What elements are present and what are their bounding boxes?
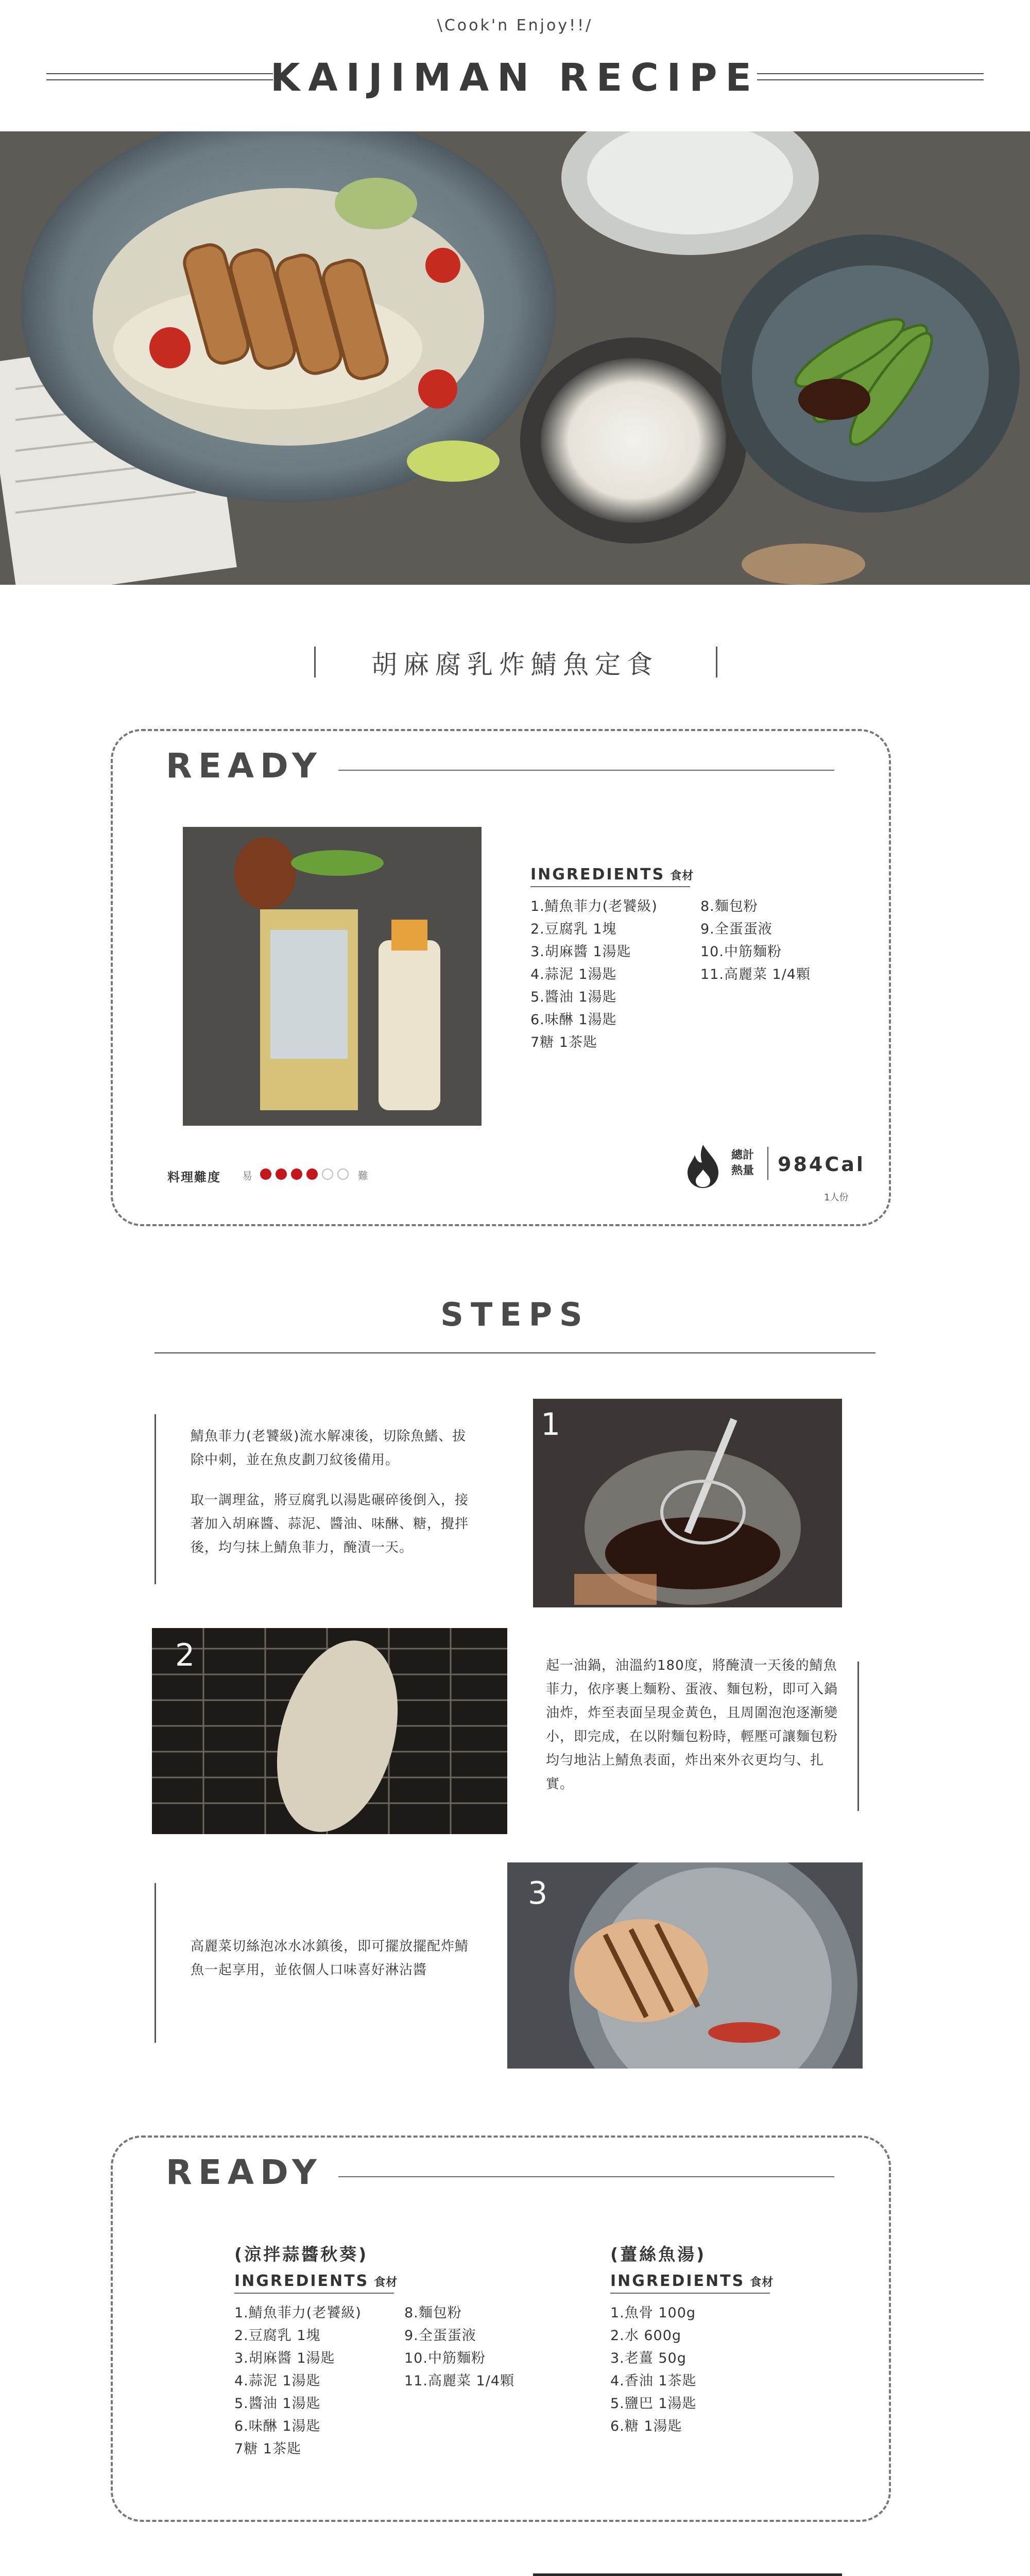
ingredient-item: 4.香油 1茶匙 — [610, 2373, 697, 2389]
difficulty-rating — [260, 1168, 358, 1182]
step-paragraph: 取一調理盆，將豆腐乳以湯匙碾碎後倒入，接著加入胡麻醬、蒜泥、醬油、味醂、糖，攪拌後，均勻抹上鯖魚菲力，醃漬一天。 — [191, 1493, 469, 1555]
ingredient-item: 2.水 600g — [610, 2328, 682, 2344]
step-number: 3 — [528, 1875, 548, 1911]
ingredient-list-1 — [530, 895, 658, 1054]
ingredient-item: 3.胡麻醬 1湯匙 — [530, 944, 631, 960]
ingredient-item: 5.鹽巴 1湯匙 — [610, 2396, 697, 2412]
difficulty-hard: 難 — [358, 1170, 368, 1182]
ingredient-item: 9.全蛋蛋液 — [700, 921, 772, 937]
ingredient-item: 11.高麗菜 1/4顆 — [700, 967, 811, 982]
side-step-1-photo — [533, 2573, 842, 2576]
ingredient-item: 8.麵包粉 — [404, 2305, 462, 2321]
difficulty-label: 料理難度 — [167, 1170, 221, 1184]
ingredient-item: 2.豆腐乳 1塊 — [530, 921, 617, 937]
calorie-value: 984Cal — [778, 1153, 865, 1176]
step-bar — [154, 1414, 156, 1584]
step-number: 1 — [541, 1406, 561, 1443]
divider — [530, 886, 690, 887]
ingredient-item: 1.魚骨 100g — [610, 2305, 696, 2321]
ingredient-item: 1.鯖魚菲力(老饕級) — [530, 899, 658, 914]
ingredient-item: 6.味醂 1湯匙 — [530, 1012, 617, 1028]
step-bar — [857, 1662, 859, 1811]
brand-title: KAIJIMAN RECIPE — [270, 56, 760, 100]
ingredient-item: 5.醬油 1湯匙 — [530, 989, 617, 1005]
ingredient-item: 11.高麗菜 1/4顆 — [404, 2373, 514, 2389]
difficulty-dot — [260, 1168, 271, 1180]
step-1-text — [191, 1425, 479, 1576]
ingredient-item: 6.糖 1湯匙 — [610, 2418, 682, 2434]
ingredient-item: 2.豆腐乳 1塊 — [234, 2328, 321, 2344]
step-paragraph: 高麗菜切絲泡冰水冰鎮後，即可擺放擺配炸鯖魚一起享用，並依個人口味喜好淋沾醬 — [191, 1939, 469, 1978]
ingredient-item: 6.味醂 1湯匙 — [234, 2418, 321, 2434]
divider — [234, 2293, 394, 2294]
steps-heading: STEPS — [440, 1296, 590, 1333]
difficulty-dot — [306, 1168, 318, 1180]
ingredient-item: 9.全蛋蛋液 — [404, 2328, 476, 2344]
difficulty-dot — [291, 1168, 302, 1180]
ingredients-heading — [234, 2272, 398, 2290]
difficulty-easy: 易 — [242, 1170, 252, 1182]
ingredients-title: INGREDIENTS — [530, 866, 665, 884]
step-paragraph: 起一油鍋，油溫約180度，將醃漬一天後的鯖魚菲力，依序裹上麵粉、蛋液、麵包粉，即可入鍋油炸，炸至表面呈現金黃色，且周圍泡泡逐漸變小，即完成，在以附麵包粉時，輕壓可讓麵包粉均勻地沾上鯖魚表面，炸出來外衣更均勻、扎實。 — [546, 1658, 838, 1792]
step-3-photo — [507, 1862, 863, 2069]
hero-photo — [0, 131, 1030, 585]
step-paragraph: 鯖魚菲力(老饕級)流水解凍後，切除魚鰭、拔除中刺，並在魚皮劃刀紋後備用。 — [191, 1429, 467, 1468]
ready-heading: READY — [166, 746, 338, 786]
ingredient-item: 4.蒜泥 1湯匙 — [530, 967, 617, 982]
step-1-photo — [533, 1399, 842, 1607]
step-bar — [154, 1883, 156, 2043]
calorie-label: 總計熱量 — [731, 1149, 754, 1177]
ingredient-item: 3.老薑 50g — [610, 2350, 686, 2366]
ingredient-item: 8.麵包粉 — [700, 899, 758, 914]
dish-title: 胡麻腐乳炸鯖魚定食 — [371, 650, 659, 680]
step-2-photo — [152, 1628, 507, 1834]
ingredient-item: 7糖 1茶匙 — [530, 1035, 597, 1050]
ingredients-heading — [530, 866, 694, 884]
ingredients-heading — [610, 2272, 774, 2290]
divider — [288, 2176, 834, 2177]
difficulty-dot — [337, 1168, 349, 1180]
serving-size: 1人份 — [824, 1192, 849, 1203]
title-bar-right — [716, 647, 717, 677]
ingredient-item: 5.醬油 1湯匙 — [234, 2396, 321, 2412]
ingredients-title: INGREDIENTS — [234, 2272, 369, 2290]
difficulty-dot — [322, 1168, 333, 1180]
ingredient-item: 7糖 1茶匙 — [234, 2441, 301, 2457]
ingredient-item: 1.鯖魚菲力(老饕級) — [234, 2305, 362, 2321]
ingredient-item: 10.中筋麵粉 — [700, 944, 782, 960]
flame-icon — [682, 1143, 724, 1189]
divider — [288, 770, 834, 771]
ingredients-sub: 食材 — [670, 870, 694, 883]
ingredient-list-soup — [610, 2302, 697, 2438]
divider — [154, 1352, 876, 1353]
ingredient-item: 3.胡麻醬 1湯匙 — [234, 2350, 335, 2366]
ingredient-list-2 — [700, 895, 811, 986]
step-number: 2 — [175, 1637, 195, 1673]
ingredients-sub: 食材 — [750, 2276, 774, 2289]
soup-title: (薑絲魚湯) — [610, 2244, 707, 2264]
ingredients-photo — [183, 827, 482, 1126]
step-3-text — [191, 1935, 479, 1998]
divider — [767, 1147, 768, 1180]
ready-heading: READY — [166, 2153, 338, 2192]
ingredient-list-1 — [234, 2302, 362, 2461]
tagline: \Cook'n Enjoy!!/ — [437, 16, 593, 35]
ingredient-item: 4.蒜泥 1湯匙 — [234, 2373, 321, 2389]
difficulty-dot — [276, 1168, 287, 1180]
divider — [610, 2293, 770, 2294]
ingredients-sub: 食材 — [374, 2276, 398, 2289]
step-2-text — [546, 1654, 845, 1812]
ingredient-item: 10.中筋麵粉 — [404, 2350, 486, 2366]
ingredients-title: INGREDIENTS — [610, 2272, 745, 2290]
side-dish-title: (涼拌蒜醬秋葵) — [234, 2244, 369, 2264]
ingredient-list-2 — [404, 2302, 514, 2393]
